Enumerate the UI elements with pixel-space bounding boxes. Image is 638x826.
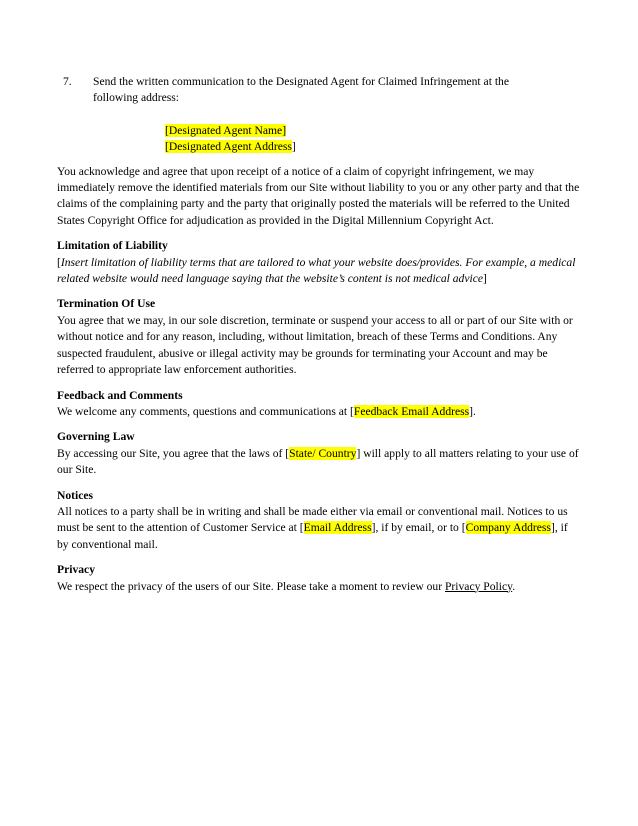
liability-body: [Insert limitation of liability terms that are tailored to what your website does/provides. For example, a medical related website would need language saying that the website’s content is not medical advice] <box>57 255 576 286</box>
list-item-7 <box>57 74 580 156</box>
designated-agent-name-placeholder: Designated Agent Name <box>168 123 283 137</box>
privacy-policy-link[interactable]: Privacy Policy <box>444 579 513 593</box>
privacy-body: We respect the privacy of the users of our Site. Please take a moment to review our Privacy Policy. <box>57 579 516 593</box>
state-country-placeholder: State/ Country <box>289 446 357 460</box>
notices-heading: Notices <box>57 488 94 502</box>
notices-body: All notices to a party shall be in writing and shall be made either via email or conventional mail. Notices to us must be sent to the attention of Customer Service at [Email Address], if by email, or to [Company Address], if by conventional mail. <box>57 504 568 551</box>
governing-law-heading: Governing Law <box>57 430 135 444</box>
agent-name-line: [Designated Agent Name] <box>165 123 287 137</box>
termination-section <box>57 296 580 378</box>
list-number: 7. <box>63 75 72 88</box>
email-address-placeholder: Email Address <box>303 521 372 535</box>
liability-heading: Limitation of Liability <box>57 239 168 253</box>
termination-heading: Termination Of Use <box>57 297 156 311</box>
document-page <box>57 74 580 595</box>
designated-agent-address-placeholder: Designated Agent Address <box>168 140 292 154</box>
governing-law-section <box>57 429 580 478</box>
governing-law-body: By accessing our Site, you agree that the laws of [State/ Country] will apply to all matters relating to your use of our Site. <box>57 446 579 477</box>
liability-section <box>57 238 580 287</box>
agent-address-block <box>93 123 580 156</box>
company-address-placeholder: Company Address <box>465 521 551 535</box>
agent-address-line: [Designated Agent Address] <box>165 140 296 154</box>
feedback-email-placeholder: Feedback Email Address <box>353 404 470 418</box>
notices-section <box>57 488 580 554</box>
feedback-body: We welcome any comments, questions and communications at [Feedback Email Address]. <box>57 404 476 418</box>
feedback-section <box>57 388 580 421</box>
feedback-heading: Feedback and Comments <box>57 388 183 402</box>
termination-body: You agree that we may, in our sole discretion, terminate or suspend your access to all or part of our Site with or without notice and for any reason, including, without limitation, breach of these Terms and Conditions. Any suspected fraudulent, abusive or illegal activity may be grounds for terminating your Account and may be referred to appropriate law enforcement authorities. <box>57 313 573 377</box>
list-item-text: Send the written communication to the Designated Agent for Claimed Infringement at the following address: <box>93 75 509 105</box>
acknowledge-paragraph: You acknowledge and agree that upon receipt of a notice of a claim of copyright infringement, we may immediately remove the identified materials from our Site without liability to you or any other party and that the claims of the complaining party and the party that originally posted the materials will be referred to the United States Copyright Office for adjudication as provided in the Digital Millennium Copyright Act. <box>57 164 580 227</box>
privacy-section <box>57 562 580 595</box>
privacy-heading: Privacy <box>57 563 95 577</box>
